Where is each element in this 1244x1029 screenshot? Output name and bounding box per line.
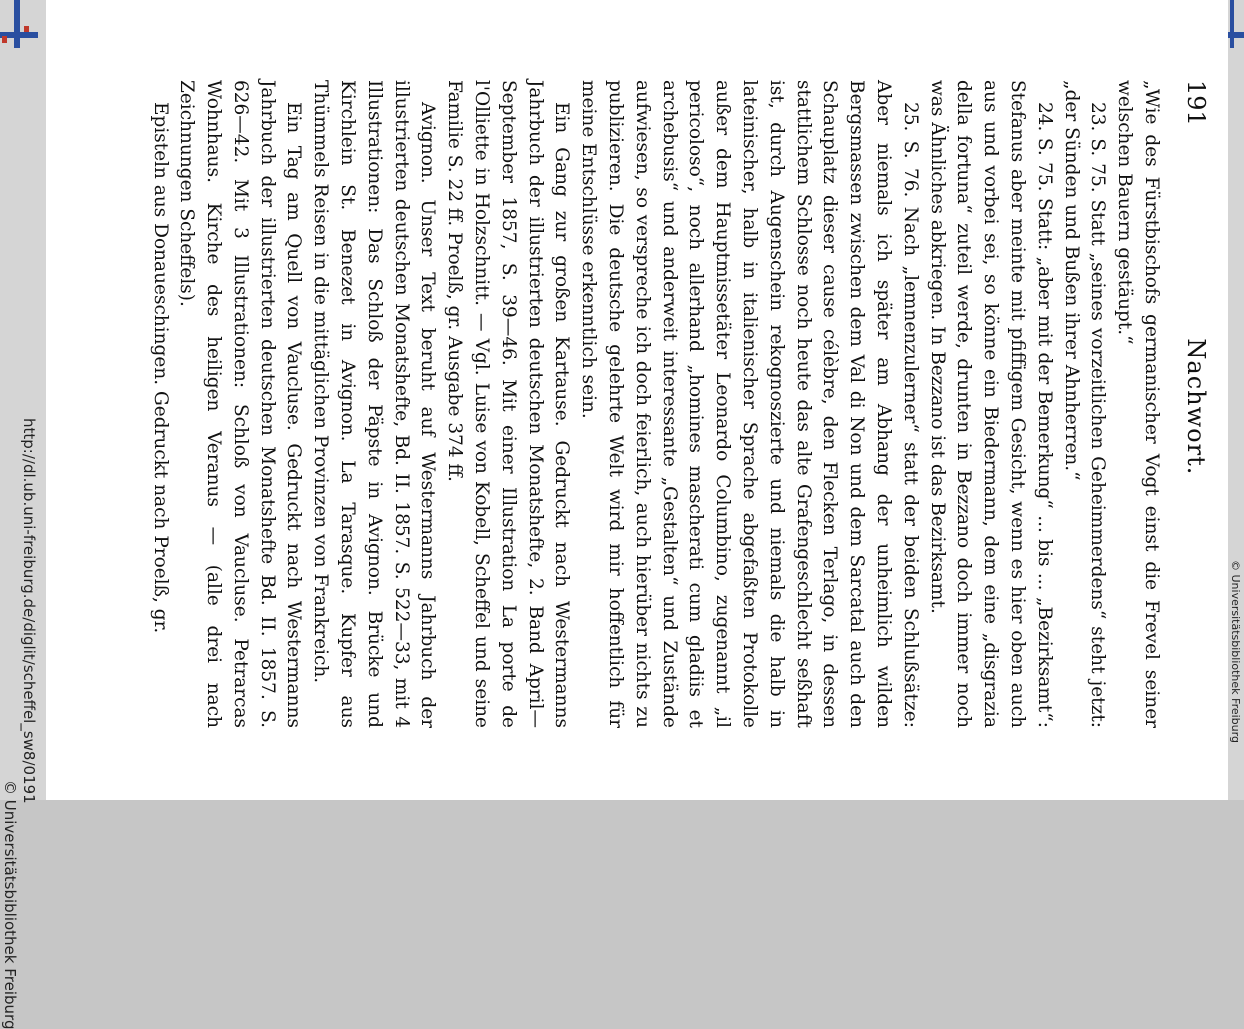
paragraph: 25. S. 76. Nach „lemnenzulerner“ statt der beiden Schlußsätze: Aber niemals ich später am Abhang der unheimlich wilden Bergsmassen zwischen dem Val di Non und dem Sarcatal auch den Schauplatz dieser cause célèbre, den Flecken Terlago, in dessen stattlichem Schlosse noch heute das alte Grafengeschlecht seßhaft ist, durch Augenschein rekognoszierte und niemals die halb in lateinischer, halb in italienischer Sprache abgefaßten Protokolle außer dem Hauptmissetäter Leonardo Columbino, zugenannt „il pericoloso“, noch allerhand „homines mascherati cum gladiis et archebusis“ und anderweit interessante „Gestalten“ und Zustände aufwiesen, so verspreche ich doch feierlich, auch hierüber nichts zu publizieren. Die deutsche gelehrte Welt wird mir hoffentlich für meine Entschlüsse erkenntlich sein. — [578, 80, 921, 728]
paragraph: 24. S. 75. Statt: „aber mit der Bemerkung“ ... bis ... „Bezirksamt“: Stefanus aber meinte mit pfiffigem Gesicht, wenn es hier oben auch aus und vorbei sei, so könne ein Biedermann, dem eine „disgrazia della fortuna“ zuteil werde, drunten in Bezzano doch immer noch was Ähnliches abkriegen. In Bezzano ist das Bezirksamt. — [926, 80, 1055, 728]
document-page — [46, 0, 1228, 800]
library-logo-icon-right — [1228, 0, 1244, 48]
paragraph: „Wie des Fürstbischofs germanischer Vogt einst die Frevel seiner welschen Bauern gestäupt.“ — [1114, 80, 1162, 728]
document-url-text[interactable]: http://dl.ub.uni-freiburg.de/diglit/scheffel_sw8/0191 — [20, 418, 38, 804]
library-logo-icon[interactable] — [0, 0, 40, 48]
paragraph: 23. S. 75. Statt „seines vorzeitlichen Geheimmerdens“ steht jetzt: „der Sünden und Bußen ihrer Ahnherren.“ — [1060, 80, 1109, 728]
page-number: 191 — [1182, 80, 1210, 126]
edge-copyright-text: © Universitätsbibliothek Freiburg — [1229, 560, 1242, 743]
page-content — [46, 0, 1228, 800]
page-title: Nachwort. — [1182, 338, 1210, 476]
left-sidebar — [0, 0, 46, 1029]
paragraph: Ein Gang zur großen Kartause. Gedruckt nach Westermanns Jahrbuch der illustrierten deutschen Monatshefte, 2. Band April—September 1857, S. 39—46. Mit einer Illustration La porte de l'Olliette in Holzschnitt. — Vgl. Luise von Kobell, Scheffel und seine Familie S. 22 ff. Proelß, gr. Ausgabe 374 ff. — [444, 80, 573, 728]
right-sidebar — [1228, 0, 1244, 800]
page-body — [146, 80, 1164, 728]
paragraph: Avignon. Unser Text beruht auf Westermanns Jahrbuch der illustrierten deutschen Monatshefte, Bd. II. 1857. S. 522—33, mit 4 Illustrationen: Das Schloß der Päpste in Avignon. Brücke und Kirchlein St. Benezet in Avignon. La Tarasque. Kupfer aus Thümmels Reisen in die mittäglichen Provinzen von Frankreich. — [310, 80, 439, 728]
paragraph: Episteln aus Donaueschingen. Gedruckt nach Proelß, gr. — [149, 102, 171, 634]
copyright-text: © Universitätsbibliothek Freiburg — [1, 780, 19, 1029]
paragraph: Ein Tag am Quell von Vaucluse. Gedruckt nach Westermanns Jahrbuch der illustrierten deutschen Monatshefte Bd. II. 1857. S. 626—42. Mit 3 Illustrationen: Schloß von Vaucluse. Petrarcas Wohnhaus. Kirche des heiligen Veranus — (alle drei nach Zeichnungen Scheffels). — [176, 80, 305, 728]
page-header — [1176, 80, 1216, 728]
